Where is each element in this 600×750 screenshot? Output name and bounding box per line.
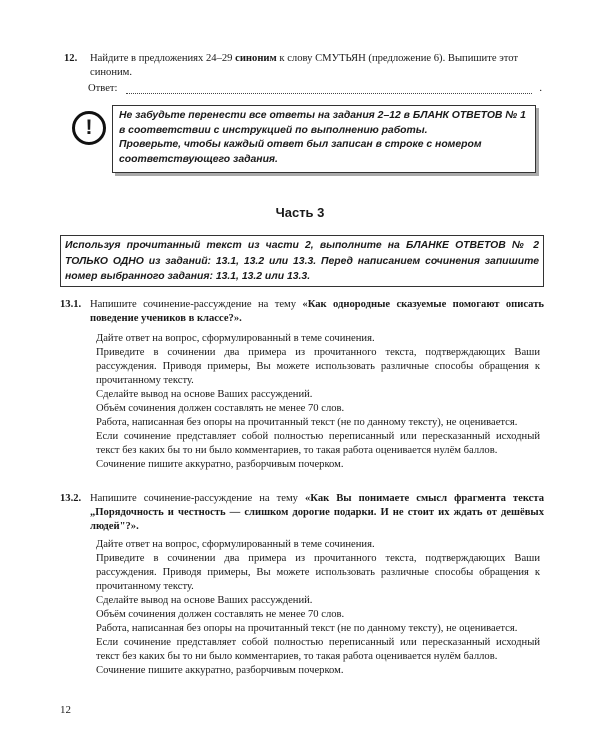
task-12-number: 12. (64, 53, 78, 64)
task-13-1-number: 13.1. (60, 299, 82, 310)
warning-line-2: Проверьте, чтобы каждый ответ был записан в строке с номером соответствующего задания. (119, 139, 482, 165)
task-12-text-part: Найдите в предложениях 24–29 (90, 53, 236, 64)
part-3-instruction: Используя прочитанный текст из части 2, выполните на БЛАНКЕ ОТВЕТОВ № 2 ТОЛЬКО ОДНО из заданий: 13.1, 13.2 или 13.3. Перед написанием сочинения запишите номер выбранного задания: 13.1, 13.2 или 13.3. (60, 235, 544, 287)
task-12-bold-word: синоним (235, 53, 277, 64)
answer-end: . (539, 83, 542, 94)
instruction-line: Если сочинение представляет собой полностью переписанный или пересказанный исходный текст без каких бы то ни было комментариев, то такая работа оценивается нулём баллов. (96, 431, 540, 456)
task-13-2-intro: Напишите сочинение-рассуждение на тему (90, 493, 305, 504)
instruction-line: Объём сочинения должен составлять не менее 70 слов. (96, 403, 345, 414)
page-number: 12 (60, 704, 71, 716)
warning-line-1: Не забудьте перенести все ответы на задания 2–12 в БЛАНК ОТВЕТОВ № 1 в соответствии с инструкцией по выполнению работы. (119, 110, 526, 136)
instruction-line: Приведите в сочинении два примера из прочитанного текста, подтверждающих Ваши рассуждения. Приводя примеры, Вы можете использовать различные способы обращения к прочитанному тексту. (96, 553, 540, 592)
part-3-title: Часть 3 (275, 205, 325, 220)
task-13-1-topic: «Как однородные сказуемые помогают описать поведение учеников в классе?». (90, 299, 545, 324)
task-13-1-intro: Напишите сочинение-рассуждение на тему (90, 299, 303, 310)
instruction-line: Дайте ответ на вопрос, сформулированный в теме сочинения. (96, 333, 375, 344)
task-13-2-topic: «Как Вы понимаете смысл фрагмента текста „Порядочность и честность — слишком дорогие подарки. И не стоит их ждать от дешёвых людей"?». (90, 493, 545, 532)
task-12 (64, 52, 554, 80)
instruction-line: Сочинение пишите аккуратно, разборчивым почерком. (96, 459, 344, 470)
answer-line[interactable] (126, 93, 532, 94)
task-13-2-instructions (96, 538, 540, 678)
task-13-1-instructions (96, 332, 540, 472)
task-13-2 (60, 492, 544, 534)
warning-box (112, 105, 536, 173)
task-12-text-part: к слову СМУТЬЯН (предложение 6). Выпишите этот синоним. (90, 53, 519, 78)
instruction-line: Сделайте вывод на основе Ваших рассуждений. (96, 595, 313, 606)
instruction-line: Дайте ответ на вопрос, сформулированный в теме сочинения. (96, 539, 375, 550)
task-13-2-number: 13.2. (60, 493, 82, 504)
instruction-line: Сочинение пишите аккуратно, разборчивым почерком. (96, 665, 344, 676)
instruction-line: Сделайте вывод на основе Ваших рассуждений. (96, 389, 313, 400)
instruction-line: Если сочинение представляет собой полностью переписанный или пересказанный исходный текст без каких бы то ни было комментариев, то такая работа оценивается нулём баллов. (96, 637, 540, 662)
exclamation-icon: ! (72, 111, 106, 145)
answer-label: Ответ: (88, 83, 118, 94)
task-12-text (90, 52, 554, 80)
instruction-line: Работа, написанная без опоры на прочитанный текст (не по данному тексту), не оценивается. (96, 623, 518, 634)
task-13-1-title (90, 298, 544, 326)
instruction-line: Работа, написанная без опоры на прочитанный текст (не по данному тексту), не оценивается. (96, 417, 518, 428)
answer-field[interactable] (88, 82, 542, 96)
instruction-line: Приведите в сочинении два примера из прочитанного текста, подтверждающих Ваши рассуждения. Приводя примеры, Вы можете использовать различные способы обращения к прочитанному тексту. (96, 347, 540, 386)
task-13-2-title (90, 492, 544, 534)
task-13-1 (60, 298, 544, 326)
instruction-line: Объём сочинения должен составлять не менее 70 слов. (96, 609, 345, 620)
